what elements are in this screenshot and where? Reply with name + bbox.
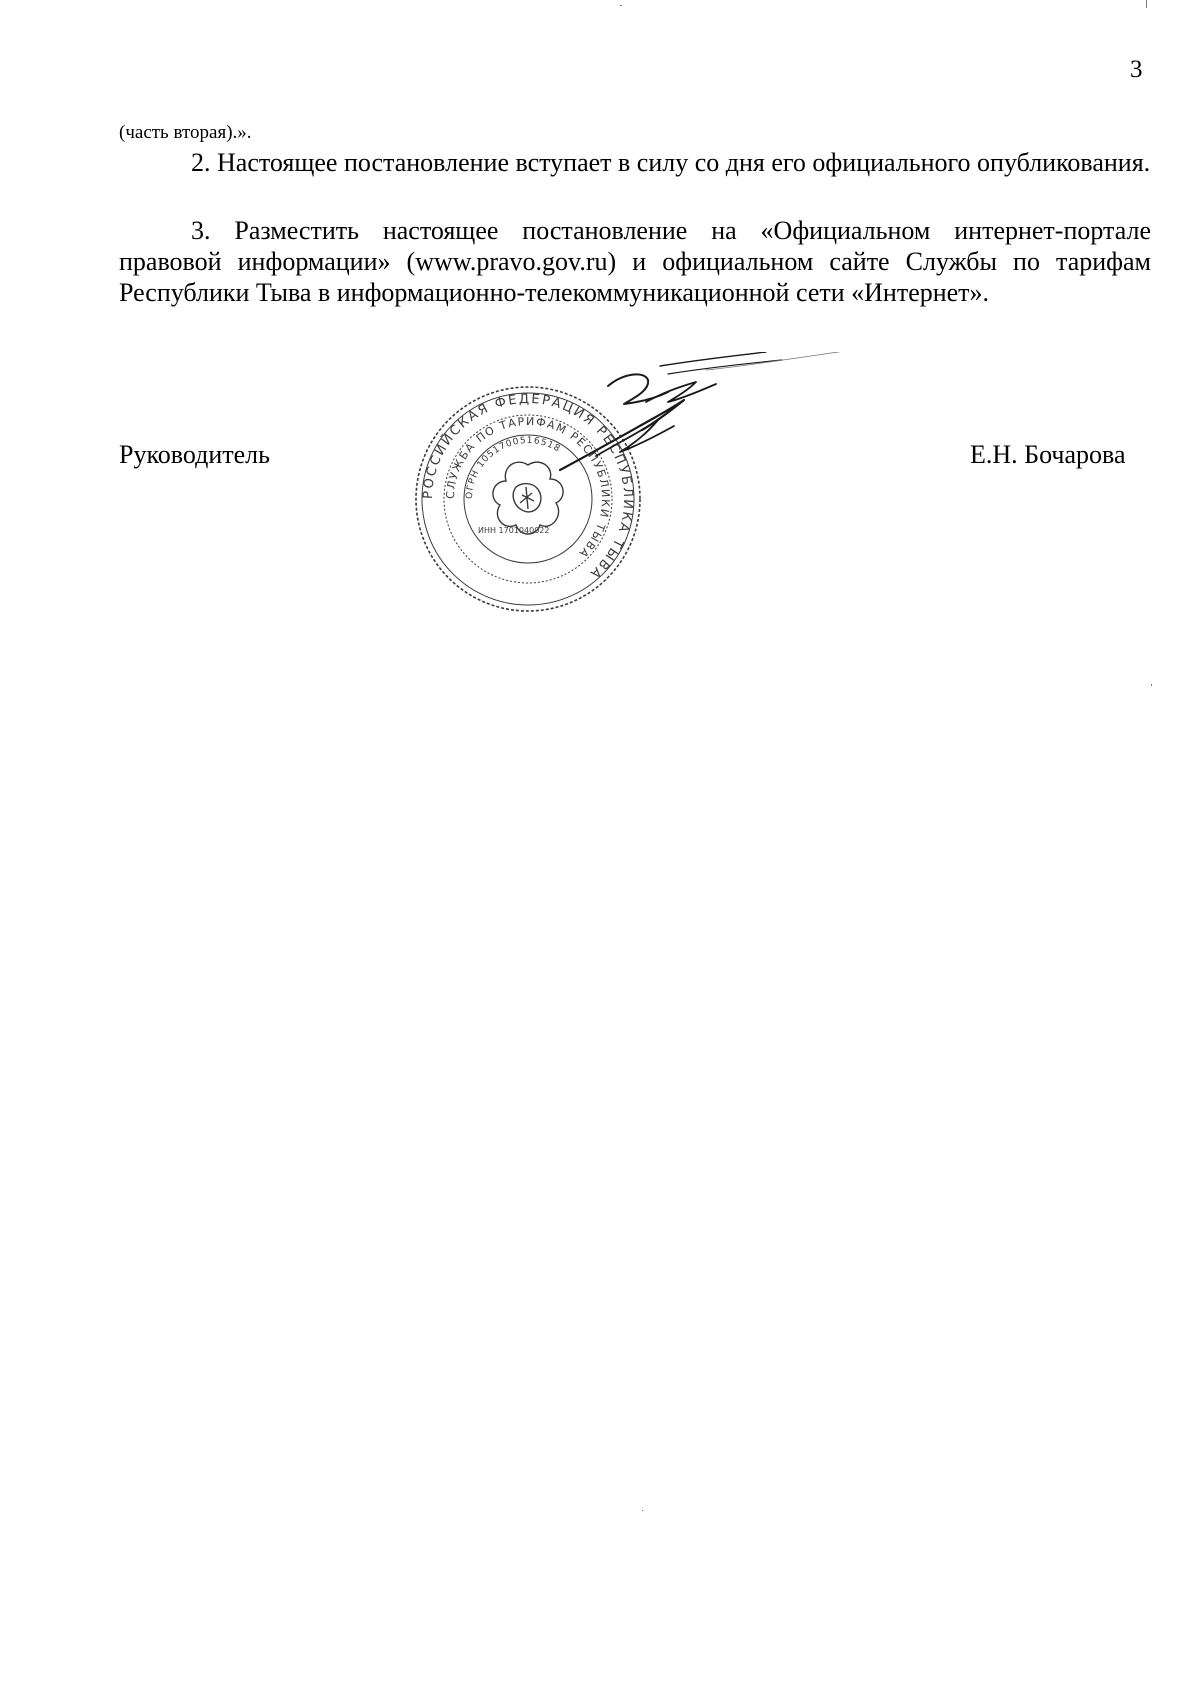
- stamp-inn-text: ИНН 1701040022: [478, 526, 550, 535]
- scan-speck: [1146, 0, 1147, 8]
- scan-speck: [1151, 684, 1152, 686]
- handwritten-signature: [556, 352, 856, 482]
- previous-text-ending: (часть вторая).».: [119, 122, 252, 143]
- scan-speck: [642, 1510, 643, 1511]
- stamp-inner-text: СЛУЖБА ПО ТАРИФАМ РЕСПУБЛИКИ ТЫВА: [443, 414, 613, 561]
- paragraph-2: 2. Настоящее постановление вступает в силу со дня его официального опубликования.: [191, 148, 1151, 177]
- stamp-ogrn-text: ОГРН 1051700516518: [464, 435, 563, 500]
- page-number: 3: [1130, 56, 1143, 83]
- stamp-outer-text: РОССИЙСКАЯ ФЕДЕРАЦИЯ РЕСПУБЛИКА ТЫВА: [420, 391, 636, 582]
- paragraph-3: 3. Разместить настоящее постановление на «Официальном интернет-портале правовой информации» (www.pravo.gov.ru) и официальном сайте Службы по тарифам Республики Тыва в информационно-телекоммуникационной сети «Интернет».: [119, 216, 1151, 307]
- signer-title: Руководитель: [119, 440, 270, 469]
- signer-name: Е.Н. Бочарова: [970, 440, 1126, 469]
- emblem-icon: [493, 462, 563, 534]
- scan-speck: [620, 5, 622, 6]
